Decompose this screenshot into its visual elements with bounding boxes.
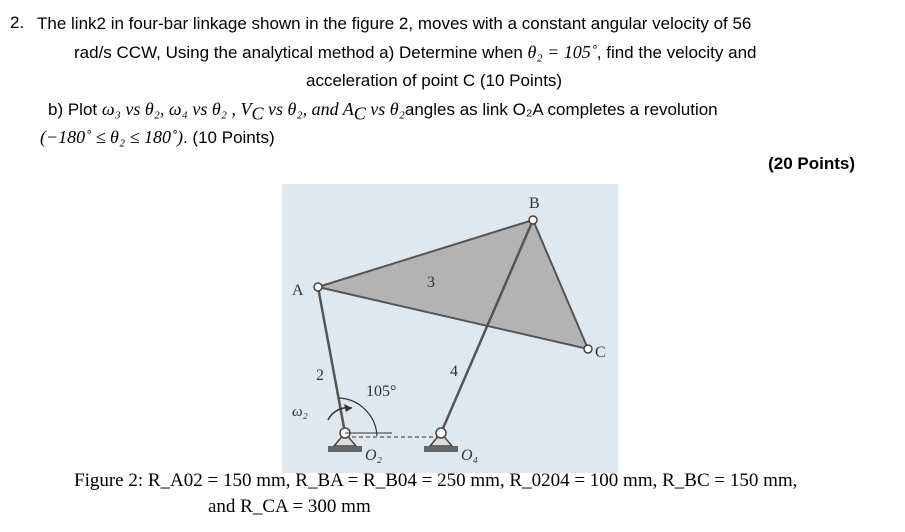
plot-math-3: vs θ₂ [365,99,405,119]
figure-caption-line-2: and R_CA = 300 mm [208,496,371,517]
question-line-3: acceleration of point C (10 Points) [306,71,563,90]
label-o4: O₄ [461,447,479,464]
label-a: A [292,282,304,299]
plot-sub-2: C [353,103,366,124]
label-link-3: 3 [427,274,435,291]
label-c: C [595,344,606,361]
label-b: B [529,195,540,212]
joint-c [584,345,592,353]
plot-end: angles as link O₂A completes a revolution [404,100,718,119]
joint-a [314,283,322,291]
label-o2: O₂ [365,447,383,464]
question-line-2 [74,41,757,64]
question-line-4 [48,98,718,124]
figure-caption-line-1: Figure 2: R_A02 = 150 mm, R_BA = R_B04 = 250 mm, R_0204 = 100 mm, R_BC = 150 mm, [74,470,798,491]
range-points: . (10 Points) [182,128,275,147]
question-number: 2. [10,13,25,32]
label-link-2: 2 [316,367,324,384]
question-line-5 [40,126,275,149]
plot-math-1: ω₃ vs θ₂, ω₄ vs θ₂ , V [101,99,252,119]
four-bar-linkage-figure [282,184,618,473]
plot-sub-1: C [251,103,264,124]
joint-b [529,216,537,224]
label-omega: ω₂ [292,404,308,420]
label-link-4: 4 [450,363,458,380]
question-line-2-end: , find the velocity and [596,43,757,62]
plot-intro: b) Plot [48,100,102,119]
total-points: (20 Points) [768,154,855,173]
label-angle: 105° [366,383,397,400]
theta-range: (−180˚ ≤ θ₂ ≤ 180˚) [40,127,183,147]
question-line-2-text: rad/s CCW, Using the analytical method a) Determine when [74,43,528,62]
plot-math-2: vs θ₂, and A [263,99,354,119]
theta-condition: θ₂ = 105˚ [527,42,597,62]
question-line-1: The link2 in four-bar linkage shown in the figure 2, moves with a constant angular velocity of 56 [37,14,752,33]
